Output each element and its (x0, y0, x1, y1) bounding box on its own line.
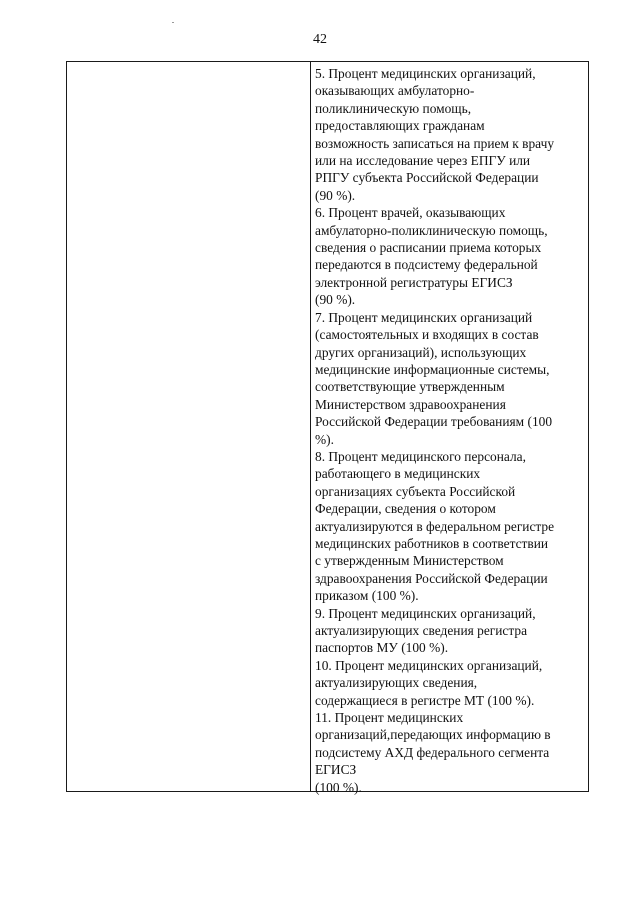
table-text-line: ЕГИСЗ (315, 762, 357, 778)
table-text-line: 8. Процент медицинского персонала, (315, 448, 526, 464)
table-text-line: актуализируются в федеральном регистре (315, 518, 555, 534)
table-text-line: (90 %). (315, 292, 356, 308)
table-left-column (67, 62, 311, 791)
table-text-line: оказывающих амбулаторно- (315, 83, 475, 99)
table-text-line: приказом (100 %). (315, 588, 419, 604)
table-text-line: здравоохранения Российской Федерации (315, 570, 548, 586)
table-text-line: организаций,передающих информацию в (315, 727, 551, 743)
table-text-line: электронной регистратуры ЕГИСЗ (315, 274, 513, 290)
table-text-line: предоставляющих гражданам (315, 118, 485, 134)
table-text-line: паспортов МУ (100 %). (315, 640, 449, 656)
table-text-line: 7. Процент медицинских организаций (315, 309, 533, 325)
table-text-line: других организаций), использующих (315, 344, 527, 360)
table-text-line: %). (315, 431, 334, 447)
table-text-line: подсистему АХД федерального сегмента (315, 744, 550, 760)
table-text-line: Российской Федерации требованиям (100 (315, 414, 553, 430)
table-text-line: сведения о расписании приема которых (315, 240, 542, 256)
table-text-line: Федерации, сведения о котором (315, 501, 496, 517)
table-text-line: 9. Процент медицинских организаций, (315, 605, 536, 621)
table-text-line: медицинских работников в соответствии (315, 535, 549, 551)
table-text-line: 6. Процент врачей, оказывающих (315, 205, 506, 221)
table-text-line: 11. Процент медицинских (315, 710, 464, 726)
table-text-line: Министерством здравоохранения (315, 396, 506, 412)
page-number: 42 (313, 32, 327, 47)
scan-mark (172, 22, 174, 23)
table-text-line: медицинские информационные системы, (315, 361, 550, 377)
table-text-line: поликлиническую помощь, (315, 100, 472, 116)
table-text-line: актуализирующих сведения, (315, 675, 478, 691)
table-text-line: соответствующие утвержденным (315, 379, 505, 395)
indicators-table (66, 61, 589, 795)
table-text-line: актуализирующих сведения регистра (315, 623, 528, 638)
table-text-line: возможность записаться на прием к врачу (315, 135, 555, 151)
table-right-column (311, 62, 588, 795)
table-text-line: РПГУ субъекта Российской Федерации (315, 170, 539, 186)
table-text-line: организациях субъекта Российской (315, 483, 516, 499)
table-text-line: (90 %). (315, 187, 356, 203)
table-text-line: 10. Процент медицинских организаций, (315, 657, 543, 673)
table-text-line: работающего в медицинских (315, 466, 481, 482)
table-text-line: или на исследование через ЕПГУ или (315, 153, 531, 169)
table-text-line: (самостоятельных и входящих в состав (315, 327, 539, 343)
table-text-line: с утвержденным Министерством (315, 553, 504, 569)
table-text-line: передаются в подсистему федеральной (315, 257, 538, 273)
table-text-line: 5. Процент медицинских организаций, (315, 66, 536, 81)
table-text-line: (100 %). (315, 779, 362, 795)
table-text-line: содержащиеся в регистре МТ (100 %). (315, 692, 535, 708)
table-text-line: амбулаторно-поликлиническую помощь, (315, 222, 548, 238)
